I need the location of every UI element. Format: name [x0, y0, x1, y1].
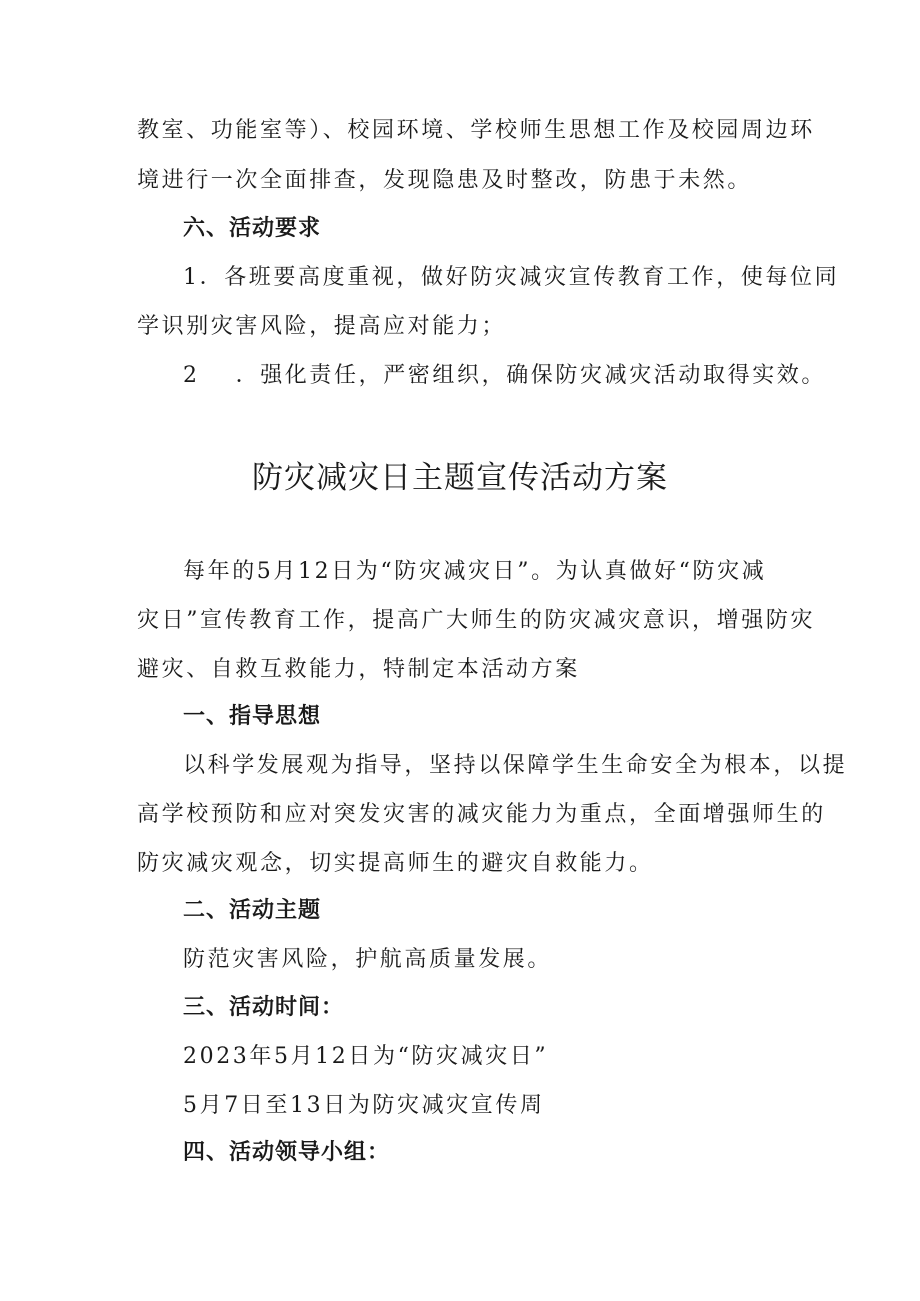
- list-number: 2: [183, 363, 200, 388]
- time-line: 5月7日至13日为防灾减灾宣传周: [183, 1093, 545, 1118]
- document-title: 防灾减灾日主题宣传活动方案: [252, 460, 668, 496]
- intro-paragraph: 每年的5月12日为“防灾减灾日”。为认真做好“防灾减: [183, 559, 767, 584]
- paragraph-line: 防灾减灾观念，切实提高师生的避灾自救能力。: [137, 851, 654, 876]
- paragraph-line: 避灾、自救互救能力，特制定本活动方案: [137, 657, 580, 682]
- requirement-item-1: 1．各班要高度重视，做好防灾减灾宣传教育工作，使每位同: [183, 265, 840, 290]
- theme-text: 防范灾害风险，护航高质量发展。: [183, 947, 553, 972]
- time-line: 2023年5月12日为“防灾减灾日”: [183, 1044, 549, 1069]
- paragraph-line: 境进行一次全面排查，发现隐患及时整改，防患于未然。: [137, 168, 753, 193]
- paragraph-line: 教室、功能室等）、校园环境、学校师生思想工作及校园周边环: [137, 118, 815, 143]
- requirement-item-2: [183, 361, 826, 391]
- section-heading-requirements: 六、活动要求: [183, 216, 322, 241]
- paragraph-line: 高学校预防和应对突发灾害的减灾能力为重点，全面增强师生的: [137, 802, 826, 827]
- list-text: ．强化责任，严密组织，确保防灾减灾活动取得实效。: [235, 363, 827, 388]
- section-heading-theme: 二、活动主题: [183, 898, 322, 923]
- paragraph-line: 灾日”宣传教育工作，提高广大师生的防灾减灾意识，增强防灾: [137, 608, 816, 633]
- paragraph-line: 学识别灾害风险，提高应对能力；: [137, 314, 507, 339]
- section-heading-time: 三、活动时间：: [183, 995, 345, 1020]
- section-heading-guiding-thought: 一、指导思想: [183, 704, 322, 729]
- section-heading-leadership: 四、活动领导小组：: [183, 1140, 391, 1165]
- paragraph-line: 以科学发展观为指导，坚持以保障学生生命安全为根本，以提: [183, 753, 848, 778]
